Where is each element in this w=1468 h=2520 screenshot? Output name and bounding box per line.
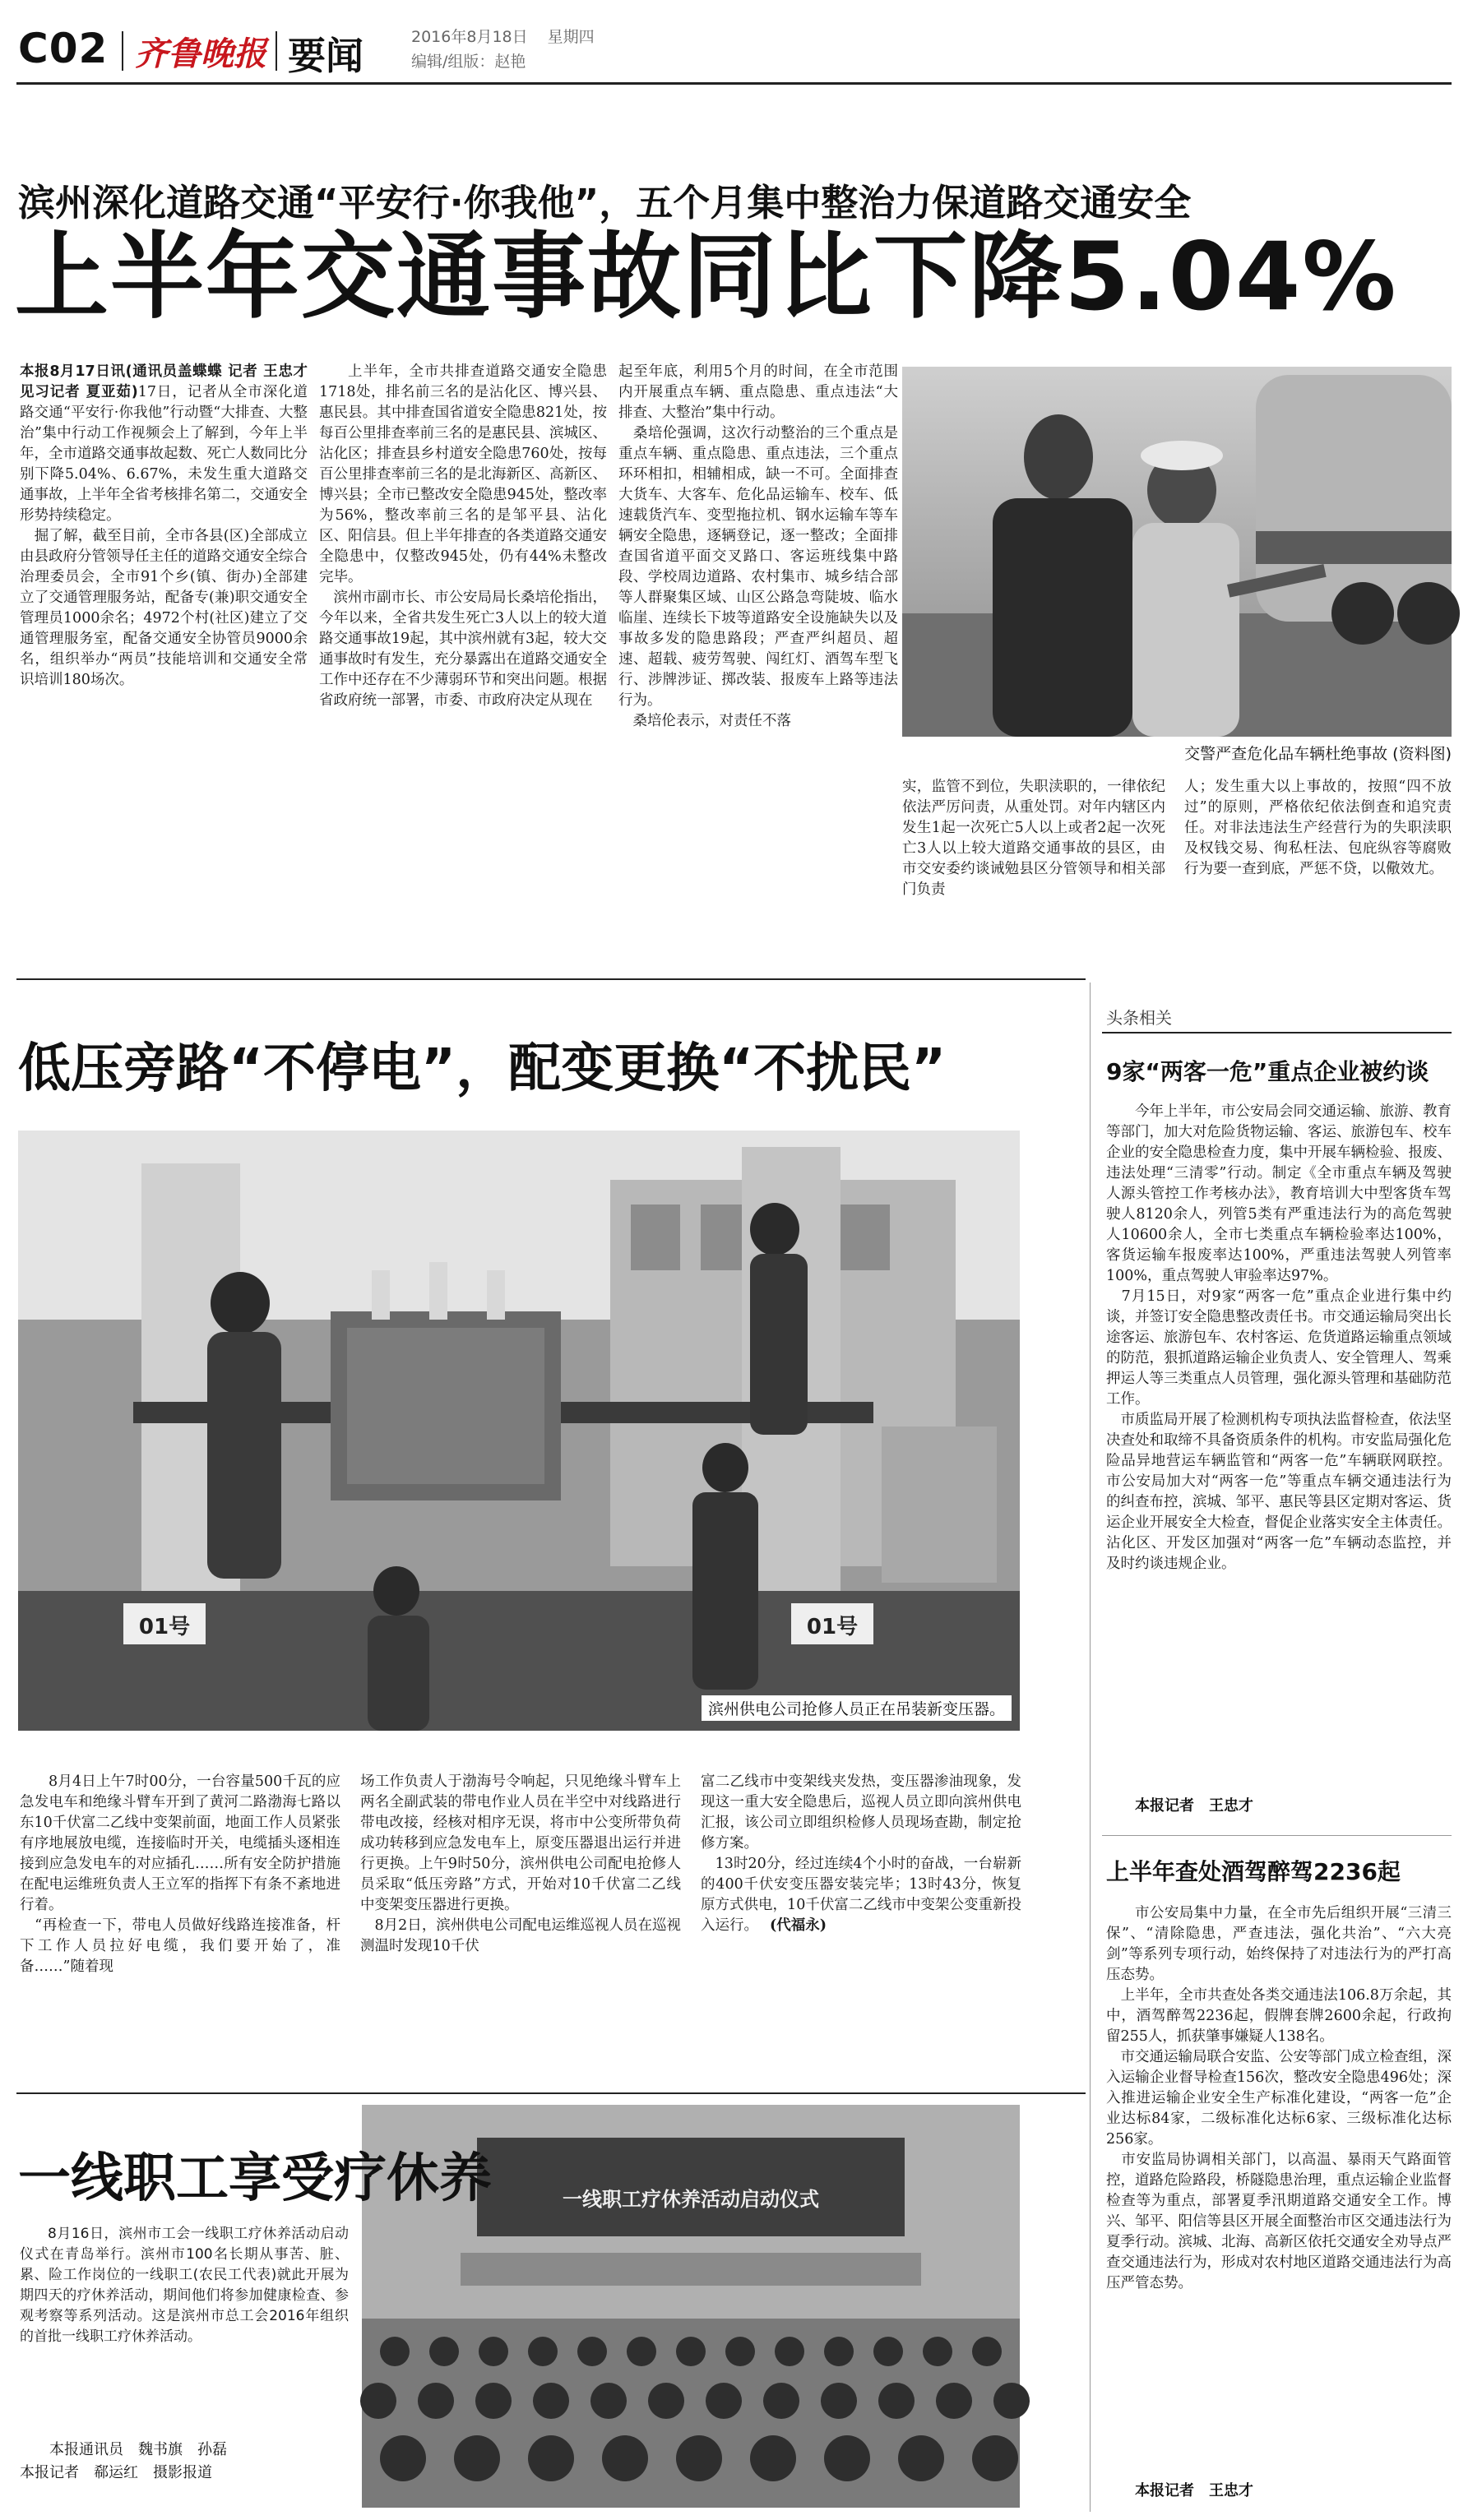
pole-sign-left: 01号 xyxy=(138,1615,191,1639)
power-column-2: 场工作负责人于渤海号令响起，只见绝缘斗臂车上两名全副武装的带电作业人员在半空中对线路进行带电改接，经核对相序无误，将市中公变所带负荷成功转移到应急发电车上，原变压器退出运行并进行更换。上午9时50分，滨州供电公司配电抢修人员采取“低压旁路”方式，开始对10千伏富二乙线中变架变压器进行更换。 8月2日，滨州供电公司配电运维巡视人员在巡视测温时发现10千伏 xyxy=(360,1773,681,1954)
lead-photo xyxy=(902,367,1452,737)
rest-headline: 一线职工享受疗休养 xyxy=(18,2148,492,2209)
date-text: 2016年8月18日 xyxy=(411,28,528,46)
power-bottom-rule xyxy=(16,2092,1086,2094)
masthead-bottom-rule xyxy=(16,82,1452,85)
power-col3-text: 富二乙线市中变架线夹发热，变压器渗油现象，发现这一重大安全隐患后，巡视人员立即向滨州供电汇报，该公司立即组织检修人员现场查勘，制定抢修方案。 13时20分，经过连续4个小时的奋战，一台崭新的400千伏安变压器安装完毕；13时43分，恢复原方式供电，10千伏富二乙线市中变架公变重新投入运行。 xyxy=(701,1773,1021,1934)
masthead-divider xyxy=(276,31,277,71)
sidebar-divider xyxy=(1090,983,1091,2512)
power-headline: 低压旁路“不停电”，配变更换“不扰民” xyxy=(18,1038,947,1099)
lead-continuation-2: 人；发生重大以上事故的，按照“四不放过”的原则，严格依纪依法倒查和追究责任。对非法违法生产经营行为的失职渎职及权钱交易、徇私枉法、包庇纵容等腐败行为要一查到底，严惩不贷，以儆效尤。 xyxy=(1184,779,1452,877)
lead-column-2: 上半年，全市共排查道路交通安全隐患1718处，排名前三名的是沾化区、博兴县、惠民县。其中排查国省道安全隐患821处，按每百公里排查率前三名的是惠民县、滨城区、沾化区；排查县乡村道安全隐患760处，按每百公里排查率前三名的是北海新区、高新区、博兴县；全市已整改安全隐患945处，整改率为56%，整改率前三名的是邹平县、沾化区、阳信县。但上半年排查的各类道路交通安全隐患中，仅整改945处，仍有44%未整改完毕。 滨州市副市长、市公安局局长桑培伦指出，今年以来，全省共发生死亡3人以上的较大道路交通事故19起，其中滨州就有3起，较大交通事故时有发生，充分暴露出在道路交通安全工作中还存在不少薄弱环节和突出问题。根据省政府统一部署，市委、市政府决定从现在 xyxy=(319,363,607,709)
power-column-3 xyxy=(701,1772,1021,2080)
transformer-repair-photo xyxy=(18,1131,1020,1731)
lead-bottom-rule xyxy=(16,978,1086,980)
power-photo-caption: 滨州供电公司抢修人员正在吊装新变压器。 xyxy=(702,1695,1012,1721)
rest-credit-2: 本报记者 郗运红 摄影报道 xyxy=(20,2464,212,2481)
power-column-1: 8月4日上午7时00分，一台容量500千瓦的应急发电车和绝缘斗臂车开到了黄河二路渤海七路以东10千伏富二乙线中变架前面，地面工作人员紧张有序地展放电缆，连接临时开关，电缆插头逐相连接到应急发电车的对应插孔……所有安全防护措施在配电运维班负责人王立军的指挥下有条不紊地进行着。 “再检查一下，带电人员做好线路连接准备，杆下工作人员拉好电缆，我们要开始了，准备……”随着现 xyxy=(20,1773,340,1975)
sidebar-story2-byline: 本报记者 王忠才 xyxy=(1135,2482,1253,2499)
sidebar-story1-body: 今年上半年，市公安局会同交通运输、旅游、教育等部门，加大对危险货物运输、客运、旅游包车、校车企业的安全隐患检查力度，集中开展车辆检验、报废、违法处理“三清零”行动。制定《全市重点车辆及驾驶人源头管控工作考核办法》，教育培训大中型客货车驾驶人8120余人，列管5类有严重违法行为的高危驾驶人10600余人，全市七类重点车辆检验率达100%，客货运输车报废率达100%，严重违法驾驶人列管率100%，重点驾驶人审验率达97%。 7月15日，对9家“两客一危”重点企业进行集中约谈，并签订安全隐患整改责任书。市交通运输局突出长途客运、旅游包车、农村客运、危货道路运输重点领域的防范，狠抓道路运输企业负责人、安全管理人、驾乘押运人等三类重点人员管理，强化源头管理和基础防范工作。 市质监局开展了检测机构专项执法监督检查，依法坚决查处和取缔不具备资质条件的机构。市安监局强化危险品异地营运车辆监管和“两客一危”车辆联网联控。市公安局加大对“两客一危”等重点车辆交通违法行为的纠查布控，滨城、邹平、惠民等县区定期对客运、货运企业开展安全大检查，督促企业落实安全主体责任。沾化区、开发区加强对“两客一危”车辆动态监控，并及时约谈违规企业。 xyxy=(1106,1103,1452,1572)
sidebar-story2-body: 市公安局集中力量，在全市先后组织开展“三清三保”、“清除隐患，严查违法，强化共治”、“六大亮剑”等系列专项行动，始终保持了对违法行为的严打高压态势。 上半年，全市共查处各类交通违法106.8万余起，其中，酒驾醉驾2236起，假牌套牌2600余起，行政拘留255人，抓获肇事嫌疑人138名。 市交通运输局联合安监、公安等部门成立检查组，深入运输企业督导检查156次，整改安全隐患496处；深入推进运输企业安全生产标准化建设，“两客一危”企业达标84家，二级标准化达标6家、三级标准化达标256家。 市安监局协调相关部门，以高温、暴雨天气路面管控，道路危险路段，桥隧隐患治理，重点运输企业监督检查等为重点，部署夏季汛期道路交通安全工作。博兴、邹平、阳信等县区开展全面整治市区交通违法行为夏季行动。滨城、北海、高新区依托交通安全劝导点严查交通违法行为，形成对农村地区道路交通违法行为高压严管态势。 xyxy=(1106,1905,1452,2291)
lead-column-3: 起至年底，利用5个月的时间，在全市范围内开展重点车辆、重点隐患、重点违法“大排查、大整治”集中行动。 桑培伦强调，这次行动整治的三个重点是重点车辆、重点隐患、重点违法，三个重点环环相扣，相辅相成，缺一不可。全面排查大货车、大客车、危化品运输车、校车、低速载货汽车、变型拖拉机、钢水运输车等车辆安全隐患，逐辆登记，逐一整改；全面排查国省道平面交叉路口、客运班线集中路段、学校周边道路、农村集市、城乡结合部等人群聚集区域、山区公路急弯陡坡、临水临崖、连续长下坡等道路安全设施缺失以及事故多发的隐患路段；严查严纠超员、超速、超载、疲劳驾驶、闯红灯、酒驾车型飞行、涉牌涉证、掷改装、报废车上路等违法行为。 桑培伦表示，对责任不落 xyxy=(618,363,898,729)
sidebar-tag: 头条相关 xyxy=(1106,1008,1172,1028)
page-code: C02 xyxy=(18,25,109,72)
sidebar-story1-title: 9家“两客一危”重点企业被约谈 xyxy=(1106,1058,1429,1085)
sidebar-tag-rule xyxy=(1102,1032,1452,1033)
paper-logo: 齐鲁晚报 xyxy=(135,35,266,73)
weekday-text: 星期四 xyxy=(547,28,595,46)
lead-continuation-1: 实，监管不到位，失职渎职的，一律依纪依法严厉问责，从重处罚。对年内辖区内发生1起一次死亡5人以上或者2起一次死亡3人以上较大道路交通事故的县区，由市交安委约谈诫勉县区分管领导和相关部门负责 xyxy=(902,779,1165,898)
lead-photo-caption: 交警严查危化品车辆杜绝事故 (资料图) xyxy=(1184,745,1452,763)
traffic-police-photo xyxy=(902,367,1452,737)
sidebar-story1-byline: 本报记者 王忠才 xyxy=(1135,1797,1253,1815)
power-photo xyxy=(18,1131,1020,1731)
editor-credit: 编辑/组版：赵艳 xyxy=(411,53,526,71)
lead-col1-text: 17日，记者从全市深化道路交通“平安行·你我他”行动暨“大排查、大整治”集中行动工作视频会上了解到，今年上半年，全市道路交通事故起数、死亡人数同比分别下降5.04%、6.67%，未发生重大道路交通事故，上半年全省考核排名第二，交通安全形势持续稳定。 掘了解，截至目前，全市各县(区)全部成立由县政府分管领导任主任的道路交通安全综合治理委员会，全市91个乡(镇、街办)全部建立了交通管理服务站，配备专(兼)职交通安全管理员1000余名；4972个村(社区)建立了交通管理服务室，配备交通安全协管员9000余名，组织举办“两员”技能培训和交通安全常识培训180场次。 xyxy=(20,384,308,688)
lead-column-1 xyxy=(20,362,313,954)
issue-date xyxy=(411,25,595,47)
power-byline: (代福永) xyxy=(770,1917,827,1934)
pole-sign-right: 01号 xyxy=(806,1615,859,1639)
ceremony-banner: 一线职工疗休养活动启动仪式 xyxy=(563,2188,819,2211)
lead-kicker: 滨州深化道路交通“平安行·你我他”，五个月集中整治力保道路交通安全 xyxy=(18,181,1192,224)
lead-byline: 本报8月17日讯(通讯员盖蝶蝶 记者 王忠才 见习记者 夏亚茹) xyxy=(20,363,313,400)
masthead-divider xyxy=(122,31,123,71)
section-title: 要闻 xyxy=(288,34,364,78)
rest-body: 8月16日，滨州市工会一线职工疗休养活动启动仪式在青岛举行。滨州市100名长期从事苦、脏、累、险工作岗位的一线职工(农民工代表)就此开展为期四天的疗休养活动，期间他们将参加健康检查、参观考察等系列活动。这是滨州市总工会2016年组织的首批一线职工疗休养活动。 xyxy=(20,2226,349,2345)
rest-credit-1: 本报通讯员 魏书旗 孙磊 xyxy=(49,2441,227,2458)
lead-headline: 上半年交通事故同比下降5.04% xyxy=(15,222,1398,331)
sidebar-story2-title: 上半年查处酒驾醉驾2236起 xyxy=(1106,1858,1401,1885)
sidebar-mid-rule xyxy=(1102,1835,1452,1836)
